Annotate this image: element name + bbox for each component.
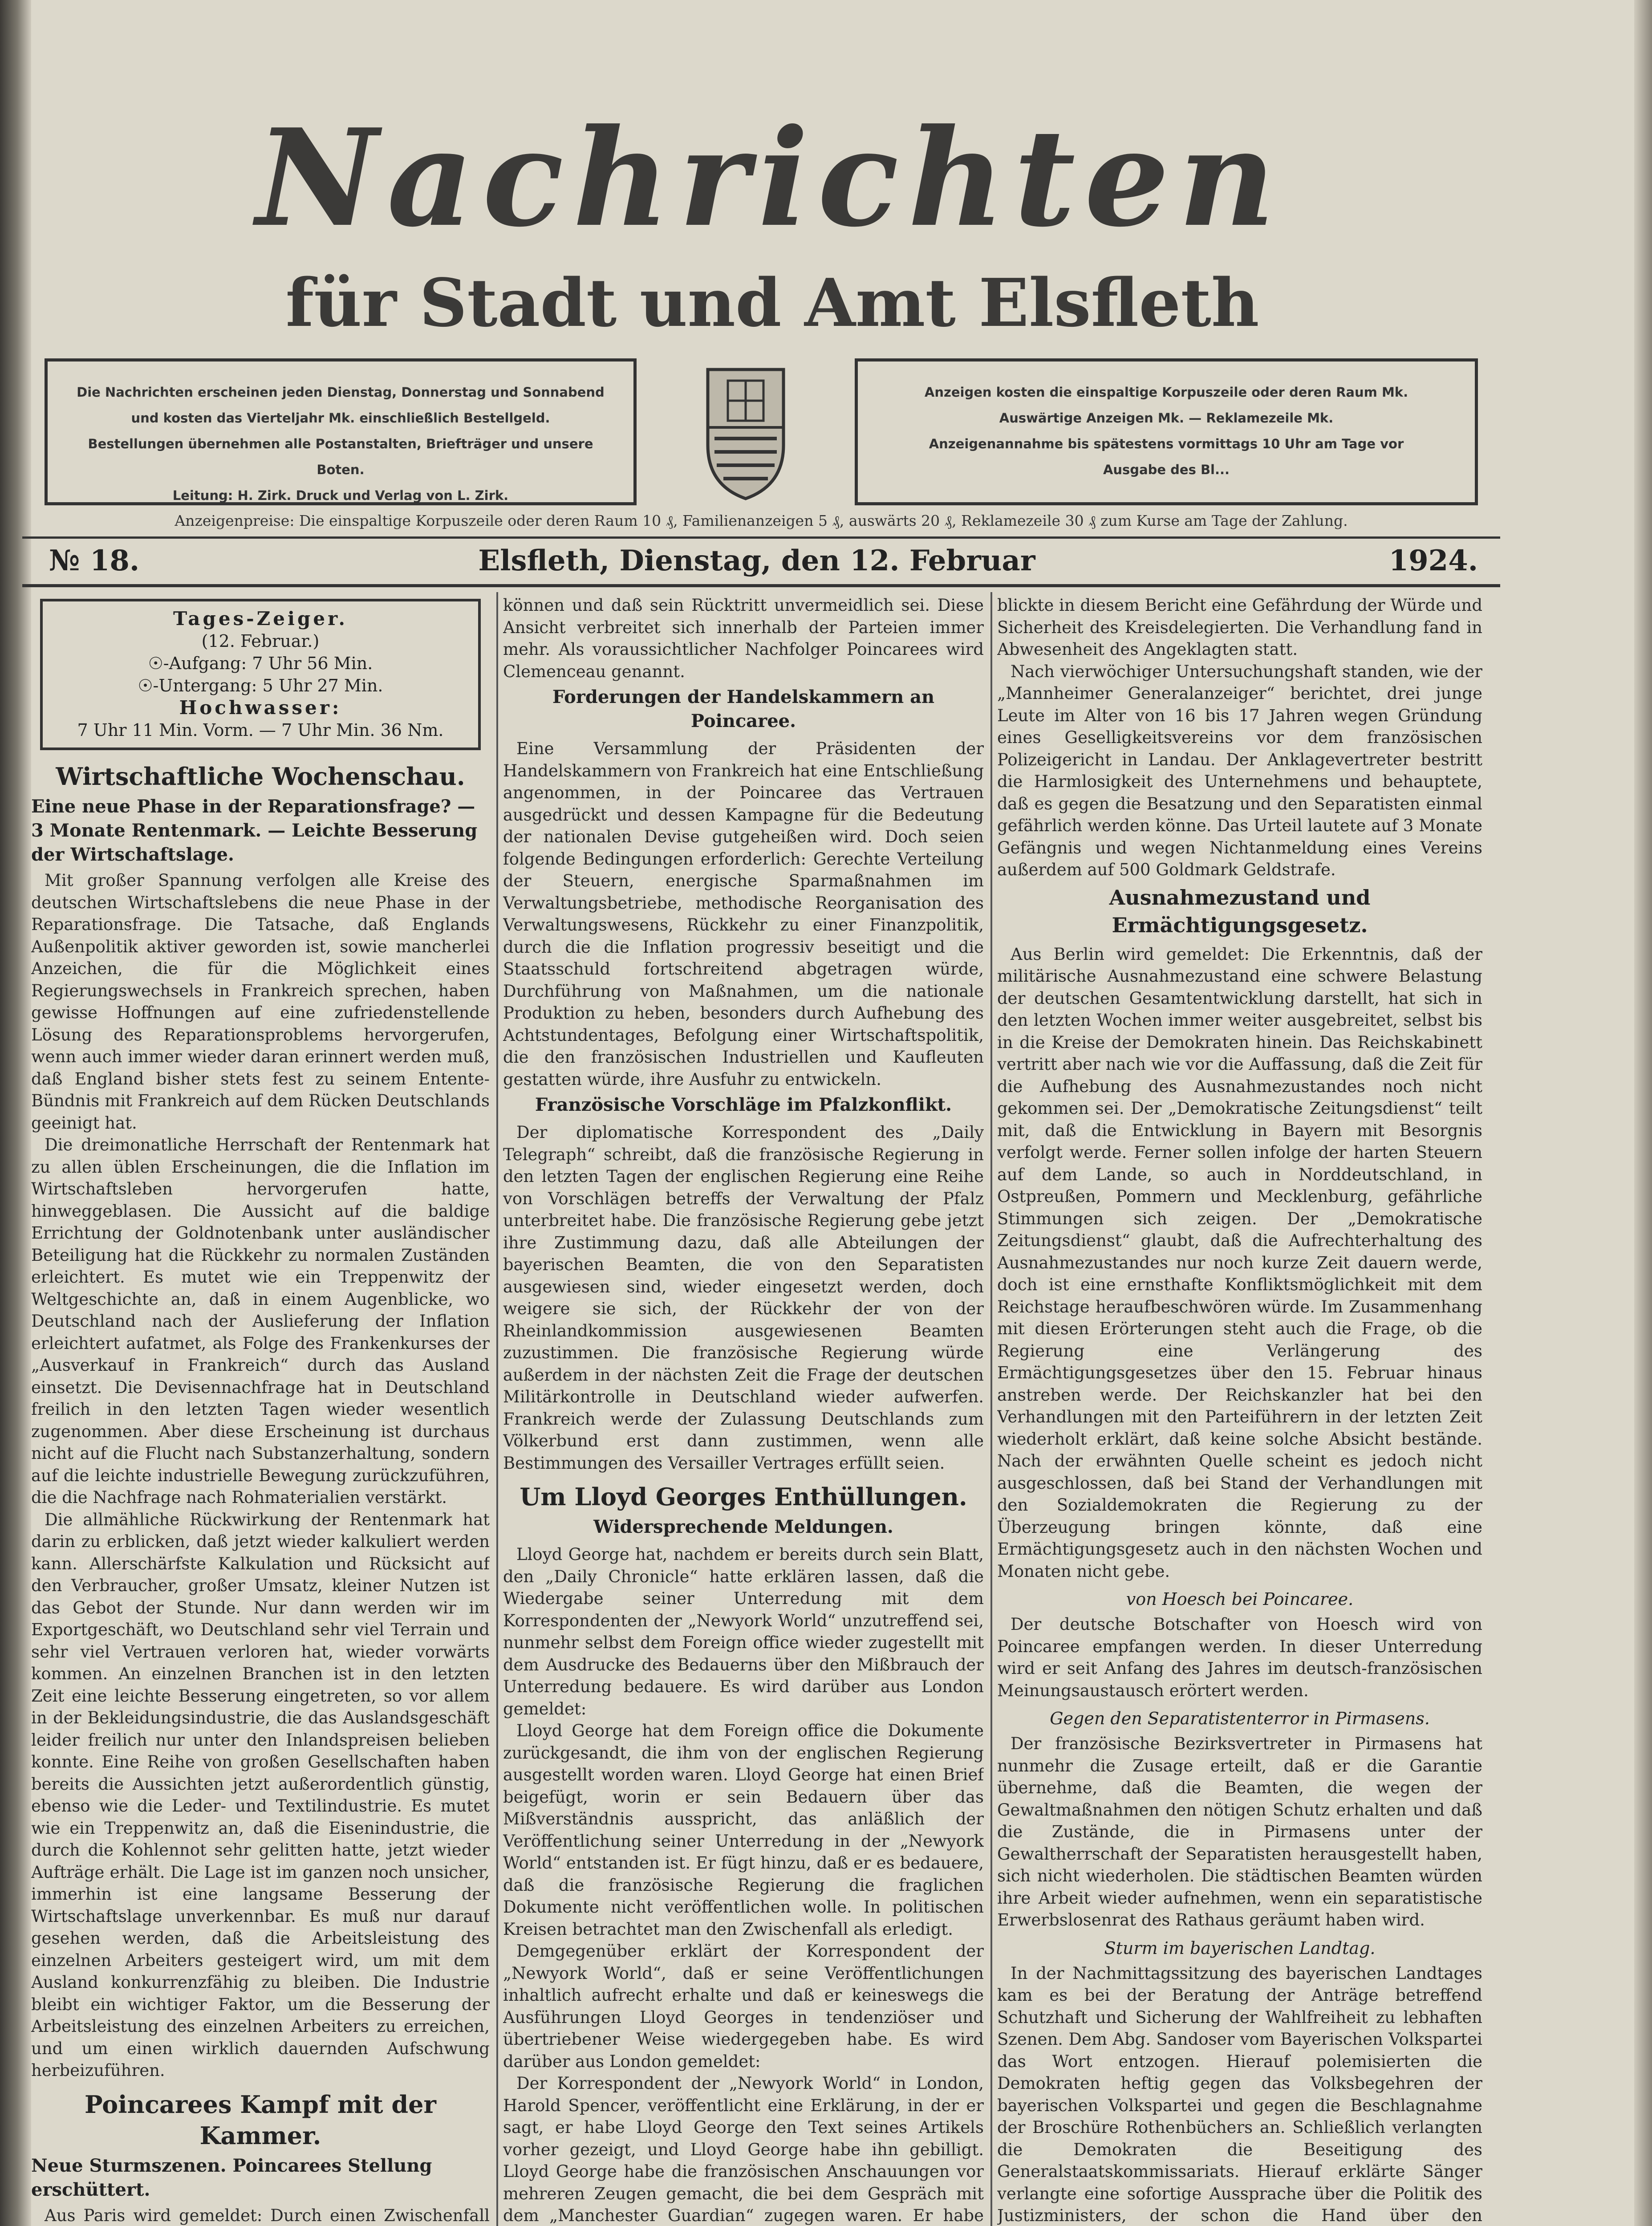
header-rule — [22, 536, 1500, 539]
article-paragraph: Nach vierwöchiger Untersuchungshaft standen, wie der „Mannheimer Generalanzeiger“ berichtet, drei junge Leute im Alter von 16 bis 17 Jahren wegen Gründung eines Geselligkeitsvereins vor dem französischen Polizeigericht in Landau. Der Anklagevertreter bestritt die Harmlosigkeit des Unternehmens und behauptete, daß es gegen die Besatzung und den Separatisten einmal gefährlich werden könne. Das Urteil lautete auf 3 Monate Gefängnis und wegen Nichtanmeldung eines Vereins außerdem auf 500 Goldmark Geldstrafe. — [997, 662, 1482, 879]
article-title: von Hoesch bei Poincaree. — [1126, 1589, 1354, 1609]
article-paragraph: Der deutsche Botschafter von Hoesch wird von Poincaree empfangen werden. In dieser Unterredung wird er seit Anfang des Jahres im deutsch-französischen Meinungsaustausch erörtert werden. — [997, 1615, 1482, 1700]
tages-zeiger-date: (12. Februar.) — [201, 631, 320, 651]
article-title: Französische Vorschläge im Pfalzkonflikt. — [535, 1094, 952, 1115]
article-title: Sturm im bayerischen Landtag. — [1104, 1938, 1376, 1958]
sunset-time: ☉-Untergang: 5 Uhr 27 Min. — [138, 676, 383, 695]
article-subtitle: Neue Sturmszenen. Poincarees Stellung erschüttert. — [31, 2155, 432, 2200]
advertising-line: Auswärtige Anzeigen Mk. — Reklamezeile Mk. — [999, 410, 1334, 426]
tide-times: 7 Uhr 11 Min. Vorm. — 7 Uhr Min. 36 Nm. — [77, 720, 444, 740]
article-title: Poincarees Kampf mit der Kammer. — [85, 2090, 436, 2150]
article-paragraph: Die dreimonatliche Herrschaft der Rentenmark hat zu allen üblen Erscheinungen, die die Inflation im Wirtschaftsleben hervorgerufen hatte, hinweggeblasen. Die Aussicht auf die baldige Errichtung der Goldnotenbank unter ausländischer Beteiligung hat die Rückkehr zu normalen Zuständen erleichtert. Es mutet wie ein Treppenwitz der Weltgeschichte an, daß in einem Augenblicke, wo Deutschland nach der Auslieferung der Inflation erleichtert aufatmet, als Folge des Frankenkurses der „Ausverkauf in Frankreich“ durch das Ausland einsetzt. Die Devisennachfrage hat in Deutschland freilich in den letzten Tagen wieder wesentlich zugenommen. Aber diese Erscheinung ist durchaus nicht auf die Flucht nach Substanzerhaltung, sondern auf die leichte industrielle Bewegung zurückzuführen, die die Nachfrage nach Rohmaterialien verstärkt. — [31, 1135, 490, 1507]
subscription-line: Leitung: H. Zirk. Druck und Verlag von L. Zirk. — [172, 488, 509, 503]
column-divider — [496, 592, 498, 2226]
article-subtitle: Widersprechende Meldungen. — [593, 1516, 893, 1537]
column-2 — [503, 594, 984, 2226]
article-paragraph: können und daß sein Rücktritt unvermeidlich sei. Diese Ansicht verbreitet sich innerhalb der Parteien immer mehr. Als voraussichtlicher Nachfolger Poincarees wird Clemenceau genannt. — [503, 596, 984, 681]
masthead-title: Nachrichten — [256, 99, 1284, 256]
column-3 — [997, 594, 1482, 2226]
article-paragraph: blickte in diesem Bericht eine Gefährdung der Würde und Sicherheit des Kreisdelegierten. Die Verhandlung fand in Abwesenheit des Angeklagten statt. — [997, 596, 1482, 659]
advertising-line: Ausgabe des Bl... — [1103, 462, 1230, 477]
column-1 — [31, 594, 490, 2226]
subscription-info-box — [45, 358, 637, 505]
article-paragraph: Der Korrespondent der „Newyork World“ in London, Harold Spencer, veröffentlicht eine Erklärung, in der er sagt, er habe Lloyd George den Text seines Artikels vorher gezeigt, und Lloyd George habe ihn gebilligt. Lloyd George habe die französischen Anschauungen vor mehreren Zeugen gemacht, die bei dem Gespräch mit dem „Manchester Guardian“ zugegen waren. Er habe — [503, 2074, 984, 2225]
dateline-rule — [22, 584, 1500, 587]
coat-of-arms-icon — [699, 361, 792, 503]
ad-price-line: Anzeigenpreise: Die einspaltige Korpuszeile oder deren Raum 10 ₰, Familienanzeigen 5 ₰, auswärts 20 ₰, Reklamezeile 30 ₰ zum Kurse am Tage der Zahlung. — [175, 512, 1348, 529]
article-lead: Eine neue Phase in der Reparationsfrage? — 3 Monate Rentenmark. — Leichte Besserung der Wirtschaftslage. — [31, 796, 478, 865]
tide-title: Hochwasser: — [179, 697, 342, 719]
masthead-subtitle: für Stadt und Amt Elsfleth — [285, 264, 1259, 341]
article-paragraph: Mit großer Spannung verfolgen alle Kreise des deutschen Wirtschaftslebens die neue Phase in der Reparationsfrage. Die Tatsache, daß Englands Außenpolitik aktiver geworden ist, sowie mancherlei Anzeichen, die für die Möglichkeit eines Regierungswechsels in Frankreich sprechen, haben gewisse Hoffnungen auf eine zufriedenstellende Lösung des Reparationsproblems hervorgerufen, wenn auch immer wieder daran erinnert werden muß, daß England bisher stets fest zu seinem Entente-Bündnis mit Frankreich auf dem Rücken Deutschlands geeinigt hat. — [31, 871, 490, 1133]
article-paragraph: Die allmähliche Rückwirkung der Rentenmark hat darin zu erblicken, daß jetzt wieder kalkuliert werden kann. Allerschärfste Kalkulation und Rücksicht auf den Verbraucher, großer Umsatz, kleiner Nutzen ist das Gebot der Stunde. Nur dann werden wir im Exportgeschäft, wo Deutschland sehr viel Terrain und sehr viel Vertrauen verloren hat, wieder vorwärts kommen. An einzelnen Branchen ist in den letzten Zeit eine leichte Besserung eingetreten, so vor allem in der Bekleidungsindustrie, die das Auslandsgeschäft leider freilich nur unter den Inlandspreisen belieben konnte. Eine Reihe von großen Gesellschaften haben bereits die Aussichten jetzt außerordentlich günstig, ebenso wie die Leder- und Textilindustrie. Es mutet wie ein Treppenwitz an, daß die Eisenindustrie, die durch die Kohlennot sehr gelitten hatte, jetzt wieder Aufträge erhält. Die Lage ist im ganzen noch unsicher, immerhin ist eine langsame Besserung der Wirtschaftslage unverkennbar. Es muß nur darauf gesehen werden, daß die Arbeitsleistung des einzelnen Arbeiters gesteigert wird, um mit dem Ausland konkurrenzfähig zu bleiben. Die Industrie bleibt ein wichtiger Faktor, um die Besserung der Arbeitsleistung des einzelnen Arbeiters zu erreichen, und um einen wirklich dauernden Aufschwung herbeizuführen. — [31, 1510, 490, 2080]
article-title: Gegen den Separatistenterror in Pirmasens. — [1050, 1709, 1430, 1728]
article-paragraph: Aus Berlin wird gemeldet: Die Erkenntnis, daß der militärische Ausnahmezustand eine schwere Belastung der deutschen Gesamtentwicklung darstellt, hat sich in den letzten Wochen immer weiter ausgebreitet, selbst bis in die Kreise der Demokraten hinein. Das Reichskabinett vertritt aber nach wie vor die Auffassung, daß die Zeit für die Aufhebung des Ausnahmezustandes noch nicht gekommen sei. Der „Demokratische Zeitungsdienst“ teilt mit, daß die Entwicklung in Bayern mit Besorgnis verfolgt werde. Ferner sollen infolge der harten Steuern auf dem Lande, so auch in Norddeutschland, in Ostpreußen, Pommern und Mecklenburg, gefährliche Stimmungen sich zeigen. Der „Demokratische Zeitungsdienst“ glaubt, daß die Aufrechterhaltung des Ausnahmezustandes nur noch kurze Zeit dauern werde, doch ist eine ernsthafte Konfliktsmöglichkeit mit dem Reichstage heraufbeschwören würde. Im Zusammenhang mit diesen Erörterungen steht auch die Frage, ob die Regierung eine Verlängerung des Ermächtigungsgesetzes über den 15. Februar hinaus anstreben werde. Der Reichskanzler hat bei den Verhandlungen mit den Parteiführern in der letzten Zeit wiederholt erklärt, daß keine solche Absicht bestände. Nach der erwähnten Quelle scheint es jedoch nicht ausgeschlossen, daß bei Stand der Verhandlungen mit den Sozialdemokraten die Regierung zu der Überzeugung bringen könnte, daß eine Ermächtigungsgesetz auch in den nächsten Wochen und Monaten nicht gebe. — [997, 944, 1482, 1581]
tages-zeiger-box — [40, 599, 481, 750]
tages-zeiger-title: Tages-Zeiger. — [173, 608, 348, 630]
binding-edge — [0, 0, 31, 2226]
advertising-line: Anzeigen kosten die einspaltige Korpuszeile oder deren Raum Mk. — [924, 385, 1408, 400]
issue-year: 1924. — [1388, 544, 1478, 577]
article-paragraph: Eine Versammlung der Präsidenten der Handelskammern von Frankreich hat eine Entschließung angenommen, in der Poincaree das Vertrauen ausgedrückt und dessen Kampagne für die Bedeutung der nationalen Devise gutgeheißen wird. Doch seien folgende Bedingungen erforderlich: Gerechte Verteilung der Steuern, energische Sparmaßnahmen im Verwaltungsbetriebe, methodische Reorganisation des Verwaltungswesens, Rückkehr zu einer Finanzpolitik, durch die die Inflation progressiv beseitigt und die Staatsschuld fortschreitend abgetragen würde, Durchführung von Maßnahmen, um die nationale Produktion zu heben, besonders durch Aufhebung des Achtstundentages, Befolgung einer Wirtschaftspolitik, die den französischen Industriellen und Kaufleuten gestatten würde, ihre Ausfuhr zu entwickeln. — [503, 739, 984, 1089]
subscription-line: Bestellungen übernehmen alle Postanstalten, Briefträger und unsere Boten. — [88, 436, 593, 477]
article-title: Ausnahmezustand und Ermächtigungsgesetz. — [1109, 885, 1371, 937]
sunrise-time: ☉-Aufgang: 7 Uhr 56 Min. — [148, 654, 373, 673]
page-edge — [1634, 0, 1652, 2226]
advertising-info-box — [855, 358, 1478, 505]
article-title: Wirtschaftliche Wochenschau. — [56, 762, 465, 791]
column-divider — [990, 592, 992, 2226]
issue-place-date: Elsfleth, Dienstag, den 12. Februar — [478, 544, 1035, 577]
article-title: Forderungen der Handelskammern an Poincaree. — [552, 686, 935, 731]
article-paragraph: Aus Paris wird gemeldet: Durch einen Zwischenfall — [45, 2206, 490, 2225]
advertising-line: Anzeigenannahme bis spätestens vormittags 10 Uhr am Tage vor — [929, 436, 1404, 451]
article-paragraph: In der Nachmittagssitzung des bayerischen Landtages kam es bei der Beratung der Anträge betreffend Schutzhaft und Sicherung der Wahlfreiheit zu lebhaften Szenen. Dem Abg. Sandoser vom Bayerischen Volkspartei das Wort entzogen. Hierauf polemisierten die Demokraten heftig gegen das Volksbegehren der bayerischen Volkspartei und gegen die Beschlagnahme der Broschüre Rothenbüchers an. Schließlich verlangten die Demokraten die Beseitigung des Generalstaatskommissariats. Hierauf erklärte Sänger verlangte eine sofortige Aussprache über die Politik des Justizministers, der schon die Hand über den — [997, 1963, 1482, 2225]
issue-number: № 18. — [49, 544, 140, 577]
article-paragraph: Demgegenüber erklärt der Korrespondent der „Newyork World“, daß er seine Veröffentlichungen inhaltlich aufrecht erhalte und daß er keineswegs die Ausführungen Lloyd Georges in tendenziöser und übertriebener Weise wiedergegeben habe. Es wird darüber aus London gemeldet: — [503, 1942, 984, 2071]
article-paragraph: Der französische Bezirksvertreter in Pirmasens hat nunmehr die Zusage erteilt, daß er die Garantie übernehme, daß die Beamten, die wegen der Gewaltmaßnahmen den nötigen Schutz erhalten und daß die Zustände, die in Pirmasens unter der Gewaltherrschaft der Separatisten herausgestellt haben, sich nicht wiederholen. Die städtischen Beamten würden ihre Arbeit wieder aufnehmen, wenn ein separatistische Erwerbslosenrat des Rathaus geräumt haben wird. — [997, 1734, 1482, 1929]
article-title: Um Lloyd Georges Enthüllungen. — [520, 1483, 967, 1511]
article-paragraph: Lloyd George hat, nachdem er bereits durch sein Blatt, den „Daily Chronicle“ hatte erklären lassen, daß die Wiedergabe seiner Unterredung mit dem Korrespondenten der „Newyork World“ unzutreffend sei, nunmehr selbst dem Foreign office wieder zugestellt mit dem Ausdrucke des Bedauerns über den Mißbrauch der Unterredung bedauere. Es wird darüber aus London gemeldet: — [503, 1545, 984, 1718]
article-paragraph: Der diplomatische Korrespondent des „Daily Telegraph“ schreibt, daß die französische Regierung in den letzten Tagen der englischen Regierung eine Reihe von Vorschlägen betreffs der Verwaltung der Pfalz unterbreitet habe. Die französische Regierung gebe jetzt ihre Zustimmung dazu, daß alle Abteilungen der bayerischen Beamten, die von den Separatisten ausgewiesen sind, wieder eingesetzt werden, doch weigere sie sich, der Rückkehr der von der Rheinlandkommission ausgewiesenen Beamten zuzustimmen. Die französische Regierung würde außerdem in der nächsten Zeit die Frage der deutschen Militärkontrolle in Deutschland wieder aufwerfen. Frankreich werde der Zulassung Deutschlands zum Völkerbund erst dann zustimmen, wenn alle Bestimmungen des Versailler Vertrages erfüllt seien. — [503, 1123, 984, 1473]
subscription-line: Die Nachrichten erscheinen jeden Dienstag, Donnerstag und Sonnabend — [77, 385, 605, 400]
article-paragraph: Lloyd George hat dem Foreign office die Dokumente zurückgesandt, die ihm von der englischen Regierung ausgestellt worden waren. Lloyd George hat einen Brief beigefügt, worin er sein Bedauern über das Mißverständnis ausspricht, das anläßlich der Veröffentlichung seiner Unterredung in der „Newyork World“ entstanden ist. Er fügt hinzu, daß er es bedauere, daß die französische Regierung die fraglichen Dokumente nicht veröffentlichen wolle. In politischen Kreisen betrachtet man den Zwischenfall als erledigt. — [503, 1721, 984, 1939]
subscription-line: und kosten das Vierteljahr Mk. einschließlich Bestellgeld. — [131, 410, 550, 426]
